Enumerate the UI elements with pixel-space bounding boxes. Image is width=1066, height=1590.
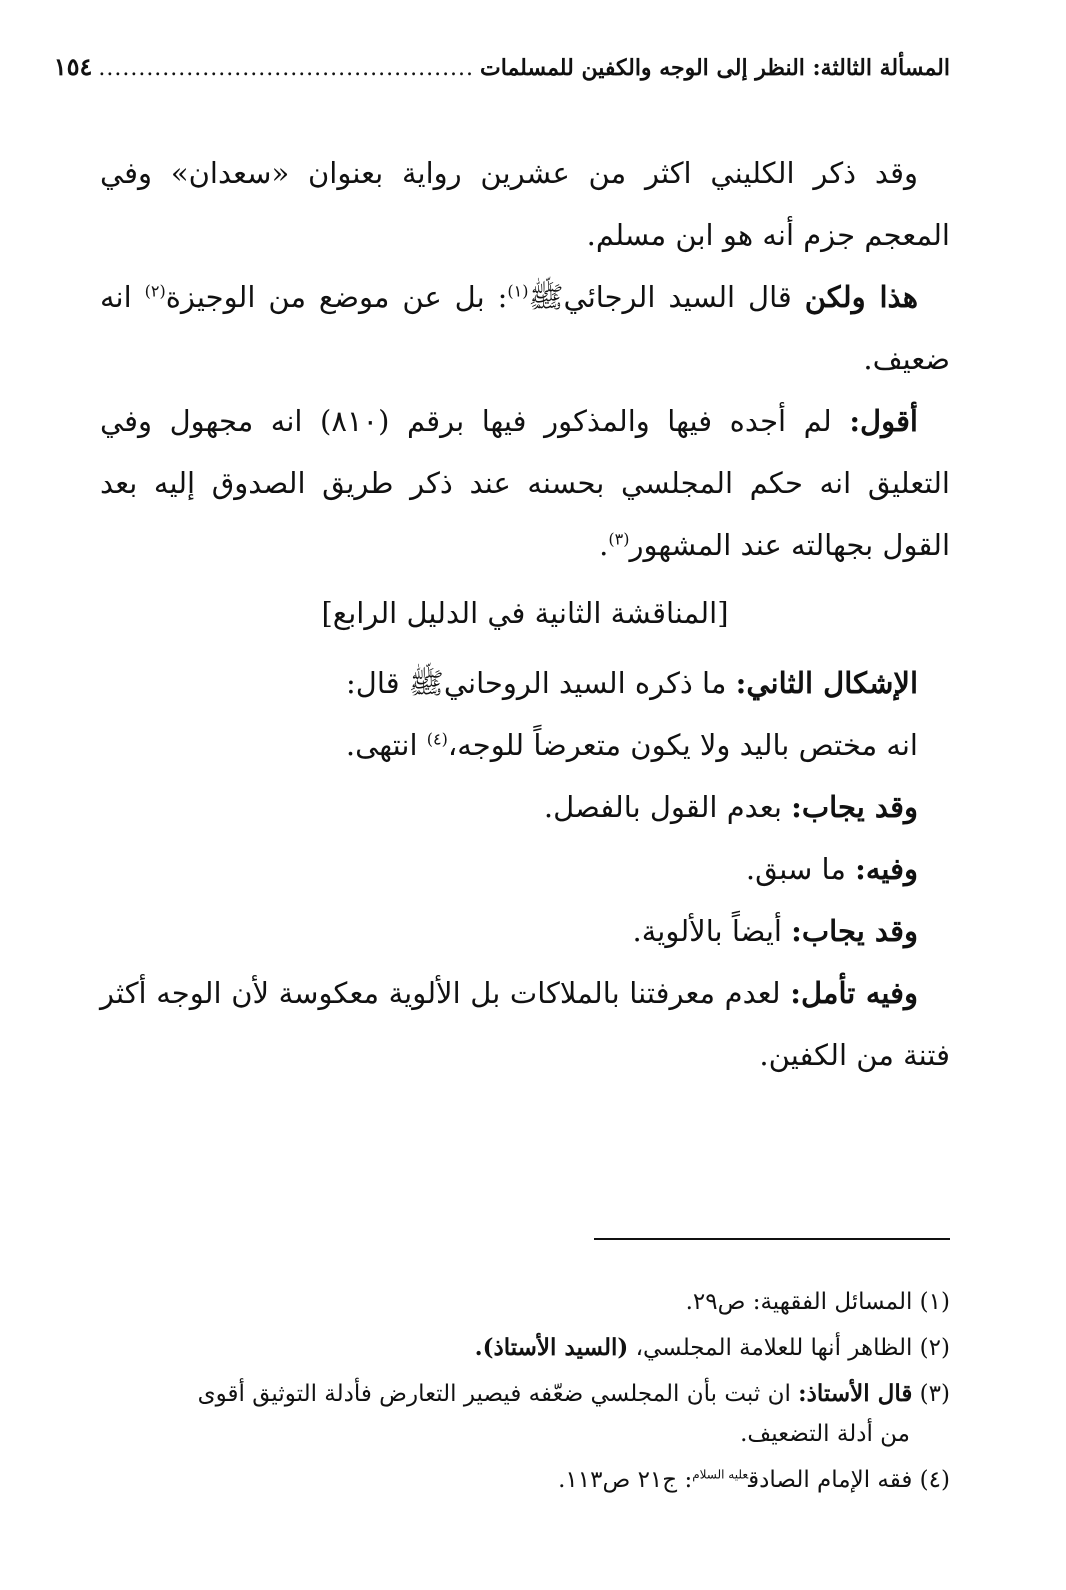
honorific-glyph: عليه السلام [692,1467,749,1482]
text-segment: انه مختص باليد ولا يكون متعرضاً للوجه، [447,728,918,762]
lead-phrase: أقول: [849,404,918,438]
text-segment: . [599,528,609,562]
text-segment: لم أجده فيها والمذكور فيها برقم (٨١٠) انه مجهول وفي التعليق انه حكم المجلسي بحسنه عند ذكر طريق الصدوق إليه بعد القول بجهالته عند المشهور [100,404,950,562]
running-head-leader-dots: ............................................... [98,56,475,81]
lead-phrase: وفيه: [855,852,918,886]
lead-phrase: وفيه تأمل: [790,976,919,1010]
text-segment: قال السيد الرجائي [563,280,792,314]
paragraph-quote [100,714,950,776]
text-segment: : بل عن موضع من الوجيزة [165,280,508,314]
paragraph-reply-1 [100,776,950,838]
attribution: (السيد الأستاذ). [474,1334,629,1361]
text-segment: : ج٢١ ص١١٣. [558,1467,693,1493]
footnote-separator [594,1238,950,1240]
lead-phrase: وقد يجاب: [791,914,918,948]
text-segment: انه ضعيف. [100,280,950,376]
paragraph-rajai [100,266,950,390]
text-segment: لعدم معرفتنا بالملاكات بل الألوية معكوسة لأن الوجه أكثر فتنة من الكفين. [100,976,950,1072]
lead-phrase: الإشكال الثاني: [735,666,918,700]
text-segment: ان ثبت بأن المجلسي ضعّفه فيصير التعارض فأدلة التوثيق أقوى [197,1381,791,1407]
lead-phrase: قال الأستاذ: [798,1380,913,1407]
running-head [53,52,950,96]
paragraph-ishkal [100,652,950,714]
honorific-glyph: ﷺ [408,666,444,700]
page-number: ١٥٤ [53,52,93,81]
paragraph-reply-2 [100,900,950,962]
text-segment: انتهى. [345,728,418,762]
footnote-3-continuation: من أدلة التضعيف. [740,1421,910,1447]
text-segment: ما سبق. [745,852,846,886]
text-segment: (٢) الظاهر أنها للعلامة المجلسي، [635,1335,950,1361]
paragraph-response-1 [100,838,950,900]
footnote-number: (٣) [919,1381,950,1407]
footnote-1: (١) المسائل الفقهية: ص٢٩. [685,1289,950,1315]
paragraph-kulayni: وقد ذكر الكليني اكثر من عشرين رواية بعنوان «سعدان» وفي المعجم جزم أنه هو ابن مسلم. [100,156,950,252]
footnote-ref-4: (٤) [426,729,448,749]
footnotes [100,1282,950,1506]
footnote-ref-3: (٣) [608,529,630,549]
footnote-4 [100,1460,950,1500]
footnote-ref-2: (٢) [144,281,166,301]
lead-phrase: هذا ولكن [804,280,919,314]
honorific-glyph: ﷺ [528,280,564,314]
footnote-3 [100,1374,950,1414]
running-head-title: المسألة الثالثة: النظر إلى الوجه والكفين للمسلمات [480,55,950,81]
text-segment: بعدم القول بالفصل. [543,790,782,824]
paragraph-reflection [100,962,950,1086]
text-segment: أيضاً بالألوية. [632,914,782,948]
footnote-ref-1: (١) [507,281,529,301]
paragraph-aqul [100,390,950,576]
section-heading: [المناقشة الثانية في الدليل الرابع] [321,596,729,630]
text-segment: ما ذكره السيد الروحاني [443,666,727,700]
footnote-2 [100,1328,950,1368]
lead-phrase: وقد يجاب: [791,790,918,824]
text-segment: (٤) فقه الإمام الصادق [748,1467,950,1493]
main-text [100,142,950,1086]
text-segment: قال: [346,666,400,700]
